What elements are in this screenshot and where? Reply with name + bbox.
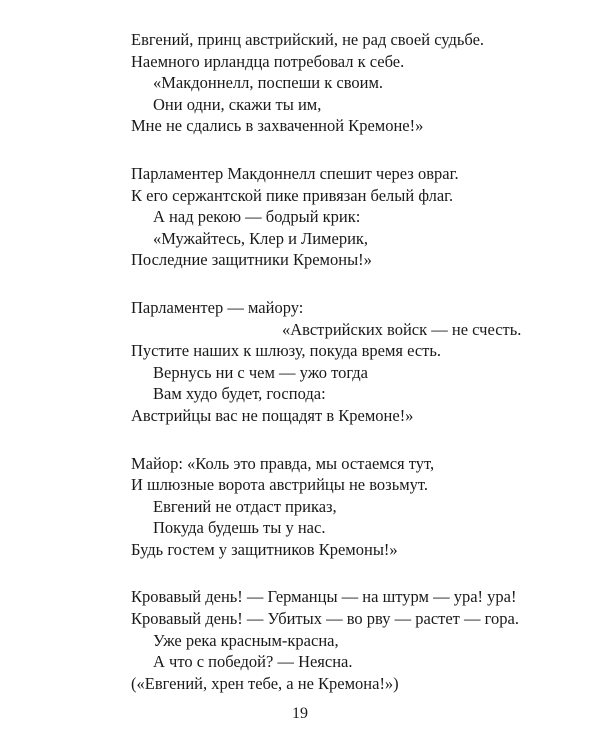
verse-line: И шлюзные ворота австрийцы не возьмут. [131, 475, 428, 495]
verse-line: Парламентер Макдоннелл спешит через овраг. [131, 163, 459, 183]
poem-body [131, 29, 571, 720]
verse-line: Майор: «Коль это правда, мы остаемся тут, [131, 453, 435, 473]
verse-line: Мне не сдались в захваченной Кремоне!» [131, 116, 424, 136]
verse-line: («Евгений, хрен тебе, а не Кремона!») [131, 673, 399, 693]
page-number: 19 [292, 705, 308, 722]
verse-line: Наемного ирландца потребовал к себе. [131, 51, 405, 71]
verse-line: Евгений, принц австрийский, не рад своей судьбе. [131, 30, 485, 49]
verse-line: Они одни, скажи ты им, [153, 94, 322, 114]
verse-line: Парламентер — майору: [131, 297, 304, 317]
verse-line: Последние защитники Кремоны!» [131, 250, 372, 270]
verse-line: Евгений не отдаст приказ, [153, 496, 337, 516]
verse-line: «Макдоннелл, поспеши к своим. [153, 73, 384, 93]
stanza-1 [131, 29, 571, 137]
verse-line: Покуда будешь ты у нас. [153, 518, 326, 538]
verse-line: К его сержантской пике привязан белый флаг. [131, 185, 454, 205]
verse-line: А что с победой? — Неясна. [153, 652, 353, 672]
verse-line: Вам худо будет, господа: [153, 384, 326, 404]
verse-line: Кровавый день! — Убитых — во рву — растет — гора. [131, 609, 519, 629]
stanza-5 [131, 586, 571, 694]
stanza-4 [131, 453, 571, 561]
verse-line: Австрийцы вас не пощадят в Кремоне!» [131, 405, 414, 425]
verse-line: А над рекою — бодрый крик: [153, 207, 361, 227]
stanza-3 [131, 297, 571, 427]
verse-line: Будь гостем у защитников Кремоны!» [131, 539, 398, 559]
verse-line: Уже река красным-красна, [153, 630, 339, 650]
verse-line: Пустите наших к шлюзу, покуда время есть. [131, 341, 442, 361]
verse-line: Кровавый день! — Германцы — на штурм — ура! ура! [131, 587, 517, 607]
verse-line: Вернусь ни с чем — ужо тогда [153, 362, 368, 382]
verse-line: «Австрийских войск — не счесть. [282, 319, 522, 339]
stanza-2 [131, 163, 571, 271]
verse-line: «Мужайтесь, Клер и Лимерик, [153, 228, 369, 248]
